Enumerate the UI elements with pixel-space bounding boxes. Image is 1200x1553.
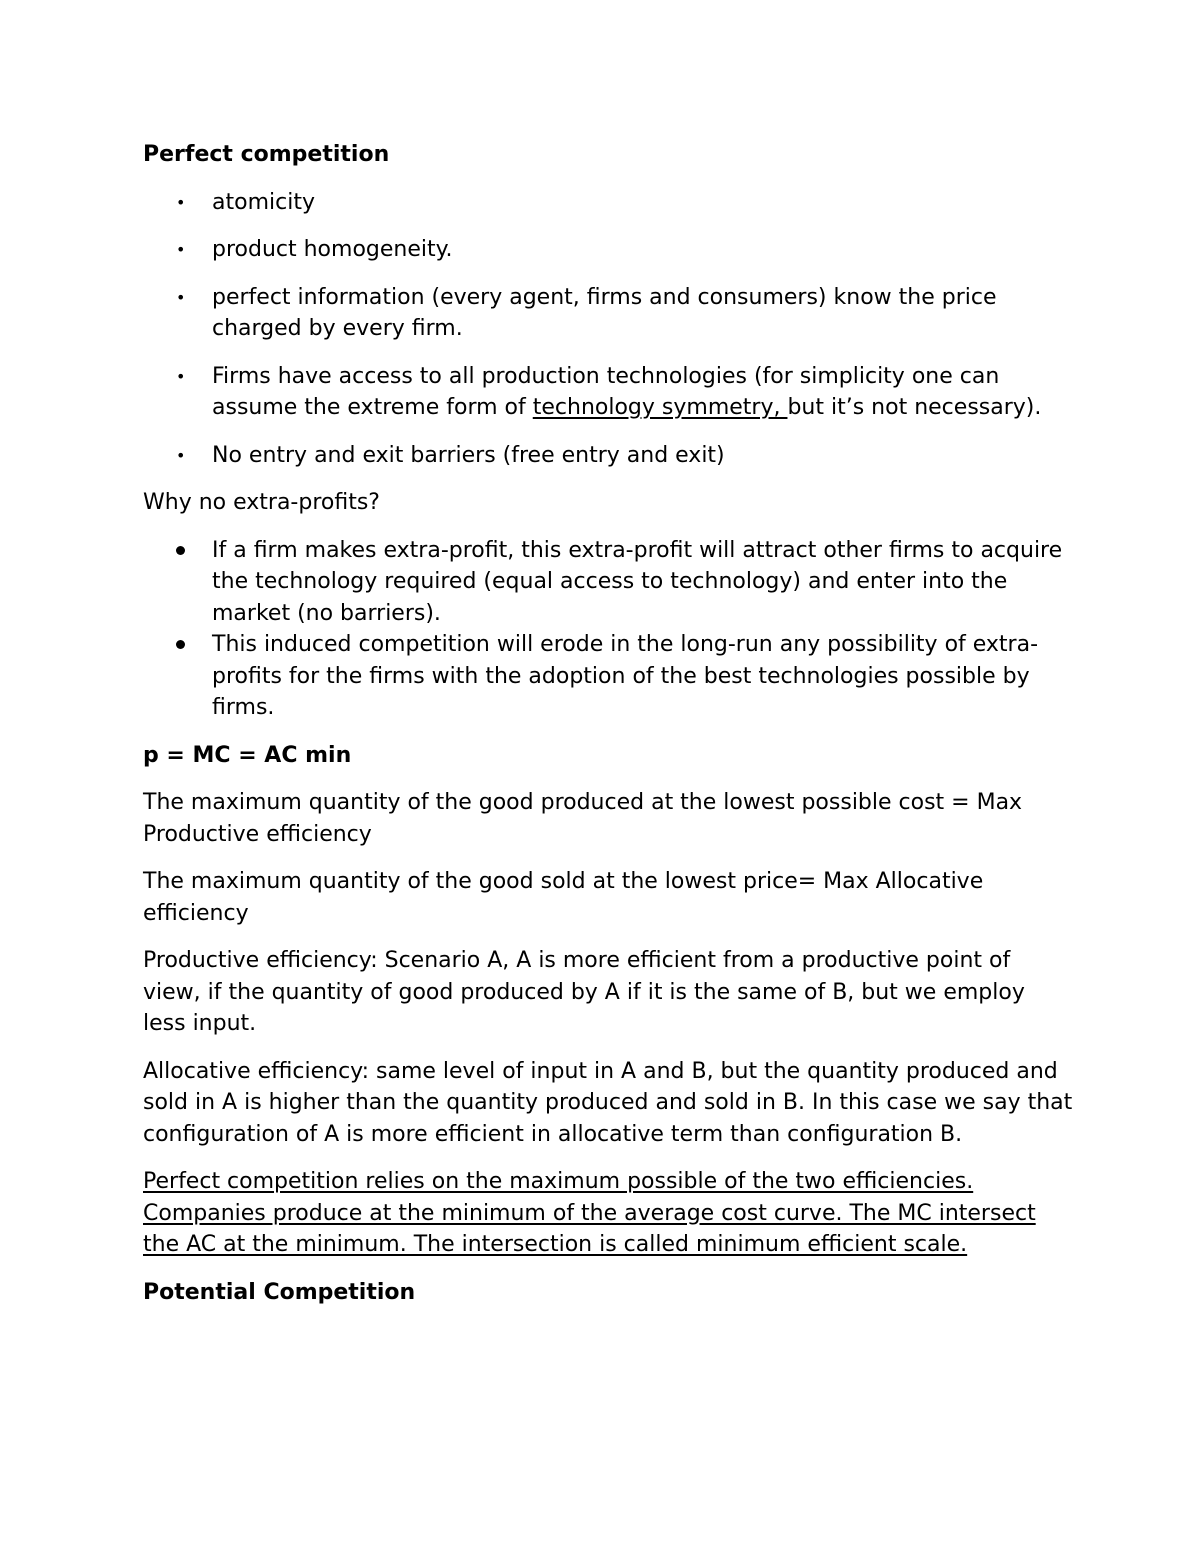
underlined-term: technology symmetry, — [532, 395, 788, 420]
round-bullet-icon — [176, 546, 185, 555]
list-item-text: Firms have access to all production technologies (for simplicity one can assume the extreme form of — [212, 363, 1000, 420]
bullet-icon: • — [176, 287, 186, 307]
round-bullet-icon — [176, 640, 185, 649]
answers-list — [143, 535, 1073, 724]
list-item-text: This induced competition will erode in the long-run any possibility of extra-profits for the firms with the adoption of the best technologies possible by firms. — [212, 632, 1039, 720]
list-item-text: but it’s not necessary). — [787, 395, 1042, 420]
list-item — [143, 361, 1073, 424]
list-item — [143, 187, 1073, 219]
list-item — [143, 282, 1073, 345]
paragraph-underlined-summary: Perfect competition relies on the maximum possible of the two efficiencies. Companies produce at the minimum of the average cost curve. The MC intersect the AC at the minimum. The intersection is called minimum efficient scale. — [143, 1169, 1036, 1257]
formula-line: p = MC = AC min — [143, 742, 352, 768]
list-item-text: perfect information (every agent, firms and consumers) know the price charged by every firm. — [212, 284, 997, 341]
question-line: Why no extra-profits? — [143, 490, 380, 515]
paragraph-productive-max: The maximum quantity of the good produced at the lowest possible cost = Max Productive efficiency — [143, 790, 1023, 847]
list-item — [143, 535, 1073, 630]
bullet-icon: • — [176, 192, 186, 212]
paragraph-allocative-definition: Allocative efficiency: same level of input in A and B, but the quantity produced and sold in A is higher than the quantity produced and sold in B. In this case we say that configuration of A is more efficient in allocative term than configuration B. — [143, 1058, 1073, 1147]
list-item-text: If a firm makes extra-profit, this extra-profit will attract other firms to acquire the technology required (equal access to technology) and enter into the market (no barriers). — [212, 537, 1063, 626]
assumptions-list — [143, 187, 1073, 472]
paragraph-productive-definition: Productive efficiency: Scenario A, A is more efficient from a productive point of view, if the quantity of good produced by A if it is the same of B, but we employ less input. — [143, 948, 1025, 1036]
bullet-icon: • — [176, 240, 186, 259]
list-item — [143, 234, 1073, 266]
list-item-text: No entry and exit barriers (free entry and exit) — [212, 442, 725, 468]
bullet-icon: • — [176, 366, 186, 386]
list-item — [143, 440, 1073, 472]
section-heading-potential-competition: Potential Competition — [143, 1279, 416, 1305]
list-item-text: atomicity — [212, 189, 315, 215]
bullet-icon: • — [176, 445, 186, 465]
section-heading-perfect-competition: Perfect competition — [143, 142, 390, 167]
document-page — [143, 139, 1073, 1308]
list-item-text: product homogeneity. — [212, 237, 453, 262]
list-item — [143, 629, 1073, 724]
paragraph-allocative-max: The maximum quantity of the good sold at the lowest price= Max Allocative efficiency — [143, 869, 984, 926]
